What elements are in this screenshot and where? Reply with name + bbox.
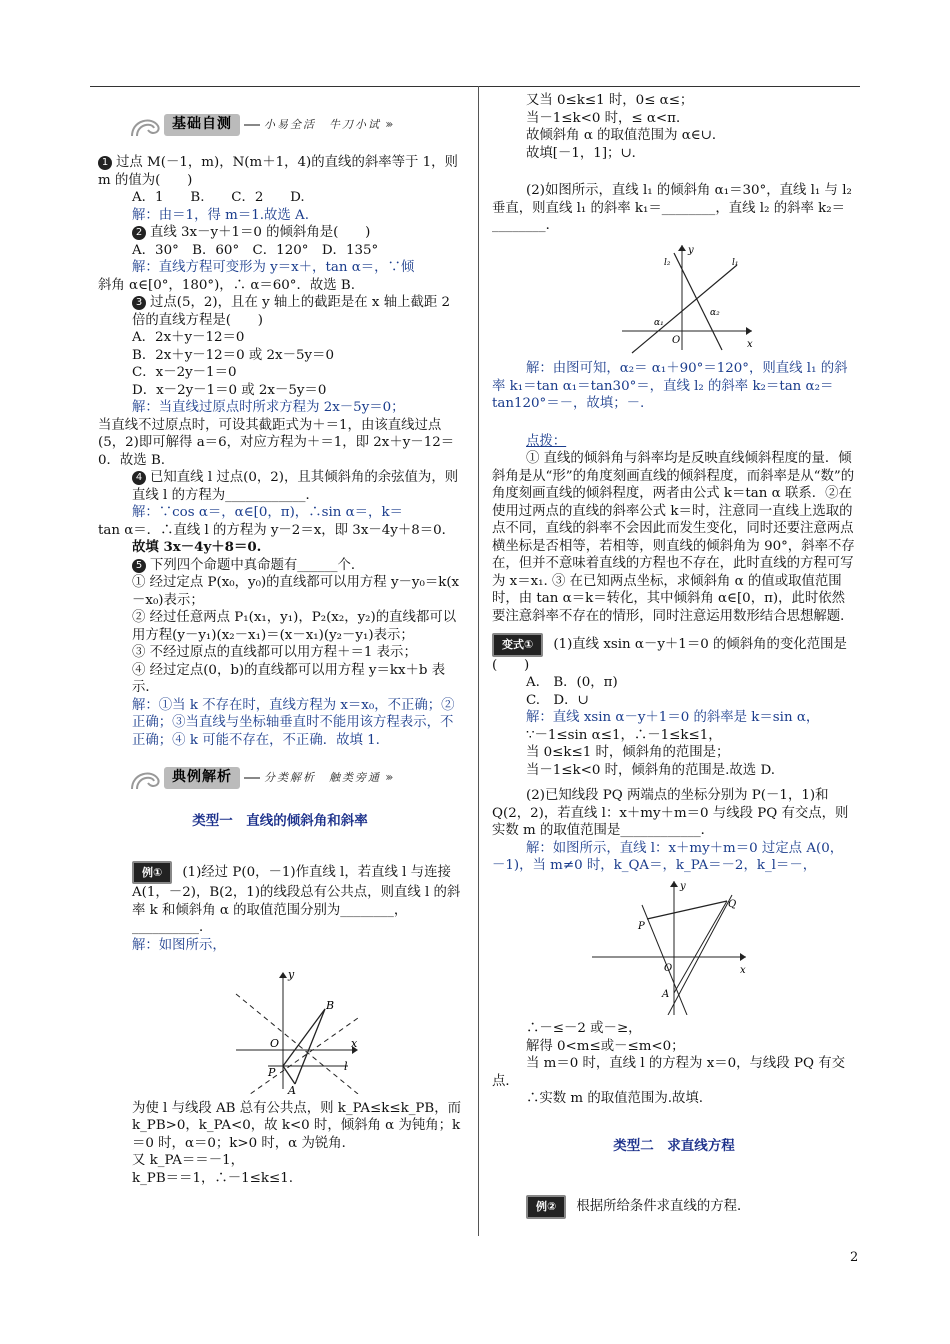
- type2-heading: 类型二 求直线方程: [613, 1137, 735, 1154]
- cont-line-1: 又当 0≤k≤1 时，0≤ α≤；: [526, 93, 694, 108]
- svg-text:l₁: l₁: [732, 257, 739, 268]
- banner-subtitle: 分类解析 触类旁通: [264, 771, 381, 785]
- right-column: [492, 92, 856, 1219]
- q4-solution-1: 解：∵cos α＝，α∈[0，π)，∴sin α＝，k＝: [132, 505, 403, 520]
- q3-solution-1: 解：当直线过原点时所求方程为 2x－5y＝0；: [132, 400, 405, 415]
- example1-part2-solution: 解：由图可知，α₂＝ α₁＋90°＝120°，则直线 l₁ 的斜率 k₁＝tan α₁＝tan30°＝，直线 l₂ 的斜率 k₂＝tan α₂＝tan120°＝－，故填；－.: [492, 361, 848, 411]
- q4-stem: 4 已知直线 l 过点(0，2)，且其倾斜角的余弦值为，则直线 l 的方程为____________．: [132, 470, 459, 503]
- example-tag: 例②: [526, 1195, 566, 1219]
- variant2-after-4: ∴实数 m 的取值范围为.故填.: [526, 1091, 704, 1106]
- arrows-icon: ›››: [385, 770, 391, 785]
- banner-title: 基础自测: [164, 114, 240, 136]
- cont-line-2: 当－1≤k<0 时，≤ α<π．: [526, 110, 690, 126]
- example1-analysis: 为使 l 与线段 AB 总有公共点，则 k_PA≤k≤k_PB，而 k_PB>0，k_PA<0，故 k<0 时，倾斜角 α 为钝角；k＝0 时，α＝0；k>0 时，α 为锐角．: [132, 1100, 462, 1151]
- tip-text: ① 直线的倾斜角与斜率均是反映直线倾斜程度的量．倾斜角是从“形”的角度刻画直线的倾斜程度，而斜率是从“数”的角度刻画直线的倾斜程度，两者由公式 k＝tan α 联系．②在使用过两点的直线的斜率公式 k＝时，注意同一直线上选取的点不同，直线的斜率不会因此而发生变化，同时还要注意两点横坐标是否相等，若相等，则直线的倾斜角为 90°，斜率不存在，但并不意味着直线的方程也不存在，此时直线的方程可写为 x＝x₁. ③ 在已知两点坐标，求倾斜角 α 的值或取值范围时，由 tan α＝k＝转化，其中倾斜角 α∈[0，π)，此时依然要注意斜率不存在的情形，同时注意运用数形结合思想解题．: [492, 451, 855, 624]
- variant1-solution-4: 当－1≤k<0 时，倾斜角的范围是.故选 D.: [526, 762, 775, 778]
- variant1-solution-3: 当 0≤k≤1 时，倾斜角的范围是；: [526, 745, 730, 760]
- number-2-icon: 2: [132, 226, 146, 240]
- q5-item-1: ① 经过定点 P(x₀，y₀)的直线都可以用方程 y－y₀＝k(x－x₀)表示；: [132, 575, 460, 608]
- svg-text:O: O: [664, 962, 673, 974]
- svg-text:P: P: [268, 1066, 276, 1079]
- banner-title: 典例解析: [164, 767, 240, 789]
- svg-text:P: P: [638, 920, 645, 932]
- variant2-after-3: 当 m＝0 时，直线 l 的方程为 x＝0，与线段 PQ 有交点．: [492, 1056, 845, 1089]
- swirl-icon: [128, 765, 164, 791]
- banner-subtitle: 小易全活 牛刀小试: [264, 118, 381, 132]
- q3-stem: 3 过点(5，2)，且在 y 轴上的截距是在 x 轴上截距 2 倍的直线方程是( ): [132, 295, 451, 328]
- arrows-icon: ›››: [385, 117, 391, 132]
- variant2-solution: 解：如图所示，直线 l：x＋my＋m＝0 过定点 A(0，－1)，当 m≠0 时，k_QA＝，k_PA＝－2，k_l＝－，: [492, 840, 844, 873]
- q2-solution-2: 斜角 α∈[0°，180°)，∴ α＝60°．故选 B.: [98, 277, 356, 293]
- variant1-solution-2: ∵－1≤sin α≤1，∴－1≤k≤1，: [526, 727, 722, 743]
- example1-solution: 解：如图所示，: [132, 937, 226, 953]
- q3-option-d: D．x－2y－1＝0 或 2x－5y＝0: [132, 382, 327, 398]
- svg-text:y: y: [688, 244, 694, 256]
- q2-stem: 2 直线 3x－y＋1＝0 的倾斜角是( ): [98, 224, 462, 242]
- svg-text:A: A: [662, 988, 670, 1000]
- top-rule: [90, 86, 860, 87]
- number-5-icon: 5: [132, 559, 146, 573]
- variant1-solution-1: 解：直线 xsin α－y＋1＝0 的斜率是 k＝sin α，: [526, 710, 820, 725]
- q3-option-a: A．2x＋y－12＝0: [132, 330, 245, 345]
- example2-stem: 例② 根据所给条件求直线的方程．: [492, 1195, 856, 1219]
- q5-item-3: ③ 不经过原点的直线都可以用方程＋＝1 表示；: [132, 645, 417, 660]
- cont-line-4: 故填[－1，1]；∪．: [526, 145, 646, 161]
- example1-figure: [98, 954, 462, 1094]
- q1-stem: 1 过点 M(－1，m)，N(m＋1，4)的直线的斜率等于 1，则 m 的值为( ): [98, 155, 458, 188]
- svg-text:α₂: α₂: [710, 307, 720, 318]
- svg-text:x: x: [351, 1037, 358, 1050]
- number-3-icon: 3: [132, 296, 146, 310]
- cont-line-3: 故倾斜角 α 的取值范围为 α∈∪．: [526, 128, 726, 143]
- svg-text:B: B: [326, 999, 335, 1012]
- q5-item-2: ② 经过任意两点 P₁(x₁，y₁)，P₂(x₂，y₂)的直线都可以用方程(y－y₁)(x₂－x₁)＝(x－x₁)(y₂－y₁)表示；: [132, 610, 457, 643]
- svg-text:A: A: [288, 1084, 296, 1094]
- svg-text:l: l: [344, 1060, 348, 1073]
- page-number: 2: [850, 1250, 859, 1265]
- q4-answer: 故填 3x－4y＋8＝0.: [132, 539, 262, 555]
- column-divider: [478, 86, 479, 1236]
- variant2-stem: (2)已知线段 PQ 两端点的坐标分别为 P(－1，1)和 Q(2，2)，若直线 l：x＋my＋m＝0 与线段 PQ 有交点，则实数 m 的取值范围是____________．: [492, 788, 849, 838]
- q3-option-c: C．x－2y－1＝0: [132, 365, 237, 380]
- q2-options: A．30° B．60° C．120° D．135°: [132, 242, 379, 258]
- number-1-icon: 1: [98, 156, 112, 170]
- svg-text:α₁: α₁: [654, 317, 664, 328]
- example1-stem: 例① (1)经过 P(0，－1)作直线 l，若直线 l 与连接 A(1，－2)，B(2，1)的线段总有公共点，则直线 l 的斜率 k 和倾斜角 α 的取值范围分别为________，__________．: [98, 861, 462, 937]
- q5-item-4: ④ 经过定点(0，b)的直线都可以用方程 y＝kx＋b 表示．: [132, 662, 446, 695]
- example1-part2-figure: [492, 235, 856, 355]
- section-banner-examples: [128, 763, 462, 793]
- q5-solution: 解：①当 k 不存在时，直线方程为 x＝x₀，不正确；②正确；③当直线与坐标轴垂直时不能用该方程表示，不正确；④ k 可能不存在，不正确．故填 1.: [132, 697, 455, 748]
- section-banner-basic: [128, 110, 462, 140]
- svg-text:y: y: [288, 968, 295, 981]
- q5-stem: 5 下列四个命题中真命题有______个．: [98, 557, 462, 575]
- variant2-after-2: 解得 0<m≤或－≤m<0；: [526, 1038, 685, 1054]
- variant1-options-1: A. B．(0，π): [526, 675, 618, 690]
- svg-text:O: O: [672, 334, 681, 346]
- swirl-icon: [128, 112, 164, 138]
- left-column: [98, 92, 462, 1187]
- q2-solution-1: 解：直线方程可变形为 y＝x＋，tan α＝，∵倾: [132, 260, 415, 275]
- q3-solution-2: 当直线不过原点时，可设其截距式为＋＝1，由该直线过点(5，2)即可解得 a＝6，对应方程为＋＝1，即 2x＋y－12＝0．故选 B.: [98, 417, 455, 468]
- type1-heading: 类型一 直线的倾斜角和斜率: [192, 813, 368, 829]
- example-tag: 例①: [132, 861, 172, 885]
- variant-tag: 变式①: [492, 633, 543, 657]
- tip-label: 点拨：: [526, 433, 567, 449]
- svg-text:x: x: [747, 338, 753, 350]
- example1-part2: (2)如图所示，直线 l₁ 的倾斜角 α₁＝30°，直线 l₁ 与 l₂ 垂直，则直线 l₁ 的斜率 k₁＝________，直线 l₂ 的斜率 k₂＝________．: [492, 183, 852, 233]
- variant2-after-1: ∴－≤－2 或－≥，: [526, 1021, 642, 1036]
- q1-solution: 解：由＝1，得 m＝1.故选 A.: [132, 207, 309, 223]
- svg-text:Q: Q: [728, 898, 737, 910]
- example1-kpa: 又 k_PA＝＝－1，: [132, 1153, 244, 1168]
- variant1-stem: 变式① (1)直线 xsin α－y＋1＝0 的倾斜角的变化范围是( ): [492, 633, 856, 674]
- variant2-figure: [492, 875, 856, 1015]
- svg-text:x: x: [740, 964, 746, 976]
- svg-text:O: O: [270, 1037, 280, 1050]
- q1-options: A．1 B. C．2 D.: [132, 190, 305, 205]
- number-4-icon: 4: [132, 471, 146, 485]
- example1-kpb: k_PB＝＝1，∴－1≤k≤1.: [132, 1170, 293, 1186]
- svg-text:l₂: l₂: [664, 257, 671, 268]
- variant1-options-2: C. D．∪: [526, 692, 589, 708]
- svg-text:y: y: [680, 880, 686, 892]
- q3-option-b: B．2x＋y－12＝0 或 2x－5y＝0: [132, 347, 334, 363]
- q4-solution-2: tan α＝．∴直线 l 的方程为 y－2＝x，即 3x－4y＋8＝0．: [98, 522, 456, 538]
